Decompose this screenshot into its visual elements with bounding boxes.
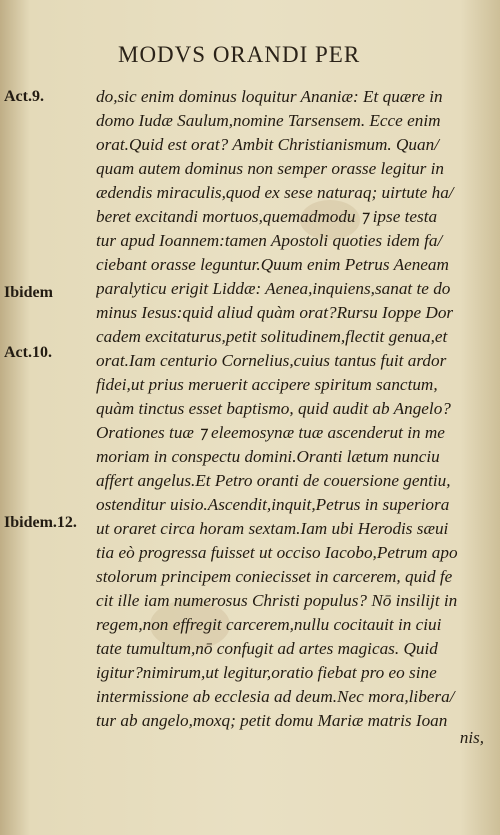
text-line: do,sic enim dominus loquitur Ananiæ: Et quære in [96, 87, 443, 106]
text-line: minus Iesus:quid aliud quàm orat?Rursu Ioppe Dor [96, 303, 454, 322]
text-line: ut oraret circa horam sextam.Iam ubi Herodis sæui [96, 519, 449, 538]
running-header: MODVS ORANDI PER [118, 42, 361, 67]
text-line: ciebant orasse leguntur.Quum enim Petrus Aeneam [96, 255, 449, 274]
text-line: orat.Iam centurio Cornelius,cuius tantus fuit ardor [96, 351, 447, 370]
text-line: stolorum principem coniecisset in carcerem, quid fe [96, 567, 453, 586]
text-line: Orationes tuæ ⁊ eleemosynæ tuæ ascenderut in me [96, 423, 445, 442]
text-line: cadem excitaturus,petit solitudinem,flectit genua,et [96, 327, 448, 346]
text-line: beret excitandi mortuos,quemadmodu ⁊ ipse testa [96, 207, 438, 226]
margin-note-ibidem12: Ibidem.12. [4, 514, 77, 531]
text-line: tur apud Ioannem:tamen Apostoli quoties idem fa/ [96, 231, 443, 250]
text-line: affert angelus.Et Petro oranti de couersione gentiu, [96, 471, 451, 490]
margin-note-act10: Act.10. [4, 344, 52, 361]
text-line: tur ab angelo,moxq; petit domu Mariæ matris Ioan [96, 711, 448, 730]
text-line: orat.Quid est orat? Ambit Christianismum. Quan/ [96, 135, 439, 154]
text-line: quam autem dominus non semper orasse legitur in [96, 159, 445, 178]
text-line: regem,non effregit carcerem,nullu cocitauit in ciui [96, 615, 442, 634]
text-line: intermissione ab ecclesia ad deum.Nec mora,libera/ [96, 687, 455, 706]
text-line: fidei,ut prius meruerit accipere spiritum sanctum, [96, 375, 438, 394]
margin-note-act9: Act.9. [4, 88, 44, 105]
text-line: cit ille iam numerosus Christi populus? Nō insilijt in [96, 591, 458, 610]
text-line: igitur?nimirum,ut legitur,oratio fiebat pro eo sine [96, 663, 437, 682]
text-line: tate tumultum,nō confugit ad artes magicas. Quid [96, 639, 438, 658]
text-line: ostenditur uisio.Ascendit,inquit,Petrus in superiora [96, 495, 450, 514]
text-line: paralyticu erigit Liddæ: Aenea,inquiens,sanat te do [96, 279, 451, 298]
text-line: ædendis miraculis,quod ex sese naturaq; uirtute ha/ [96, 183, 454, 202]
margin-note-ibidem: Ibidem [4, 284, 53, 301]
text-line: tia eò progressa fuisset ut occiso Iacobo,Petrum apo [96, 543, 458, 562]
text-line: moriam in conspectu domini.Oranti lætum nunciu [96, 447, 440, 466]
text-line: domo Iudæ Saulum,nomine Tarsensem. Ecce enim [96, 111, 441, 130]
text-line: quàm tinctus esset baptismo, quid audit ab Angelo? [96, 399, 451, 418]
catchword: nis, [459, 728, 484, 747]
